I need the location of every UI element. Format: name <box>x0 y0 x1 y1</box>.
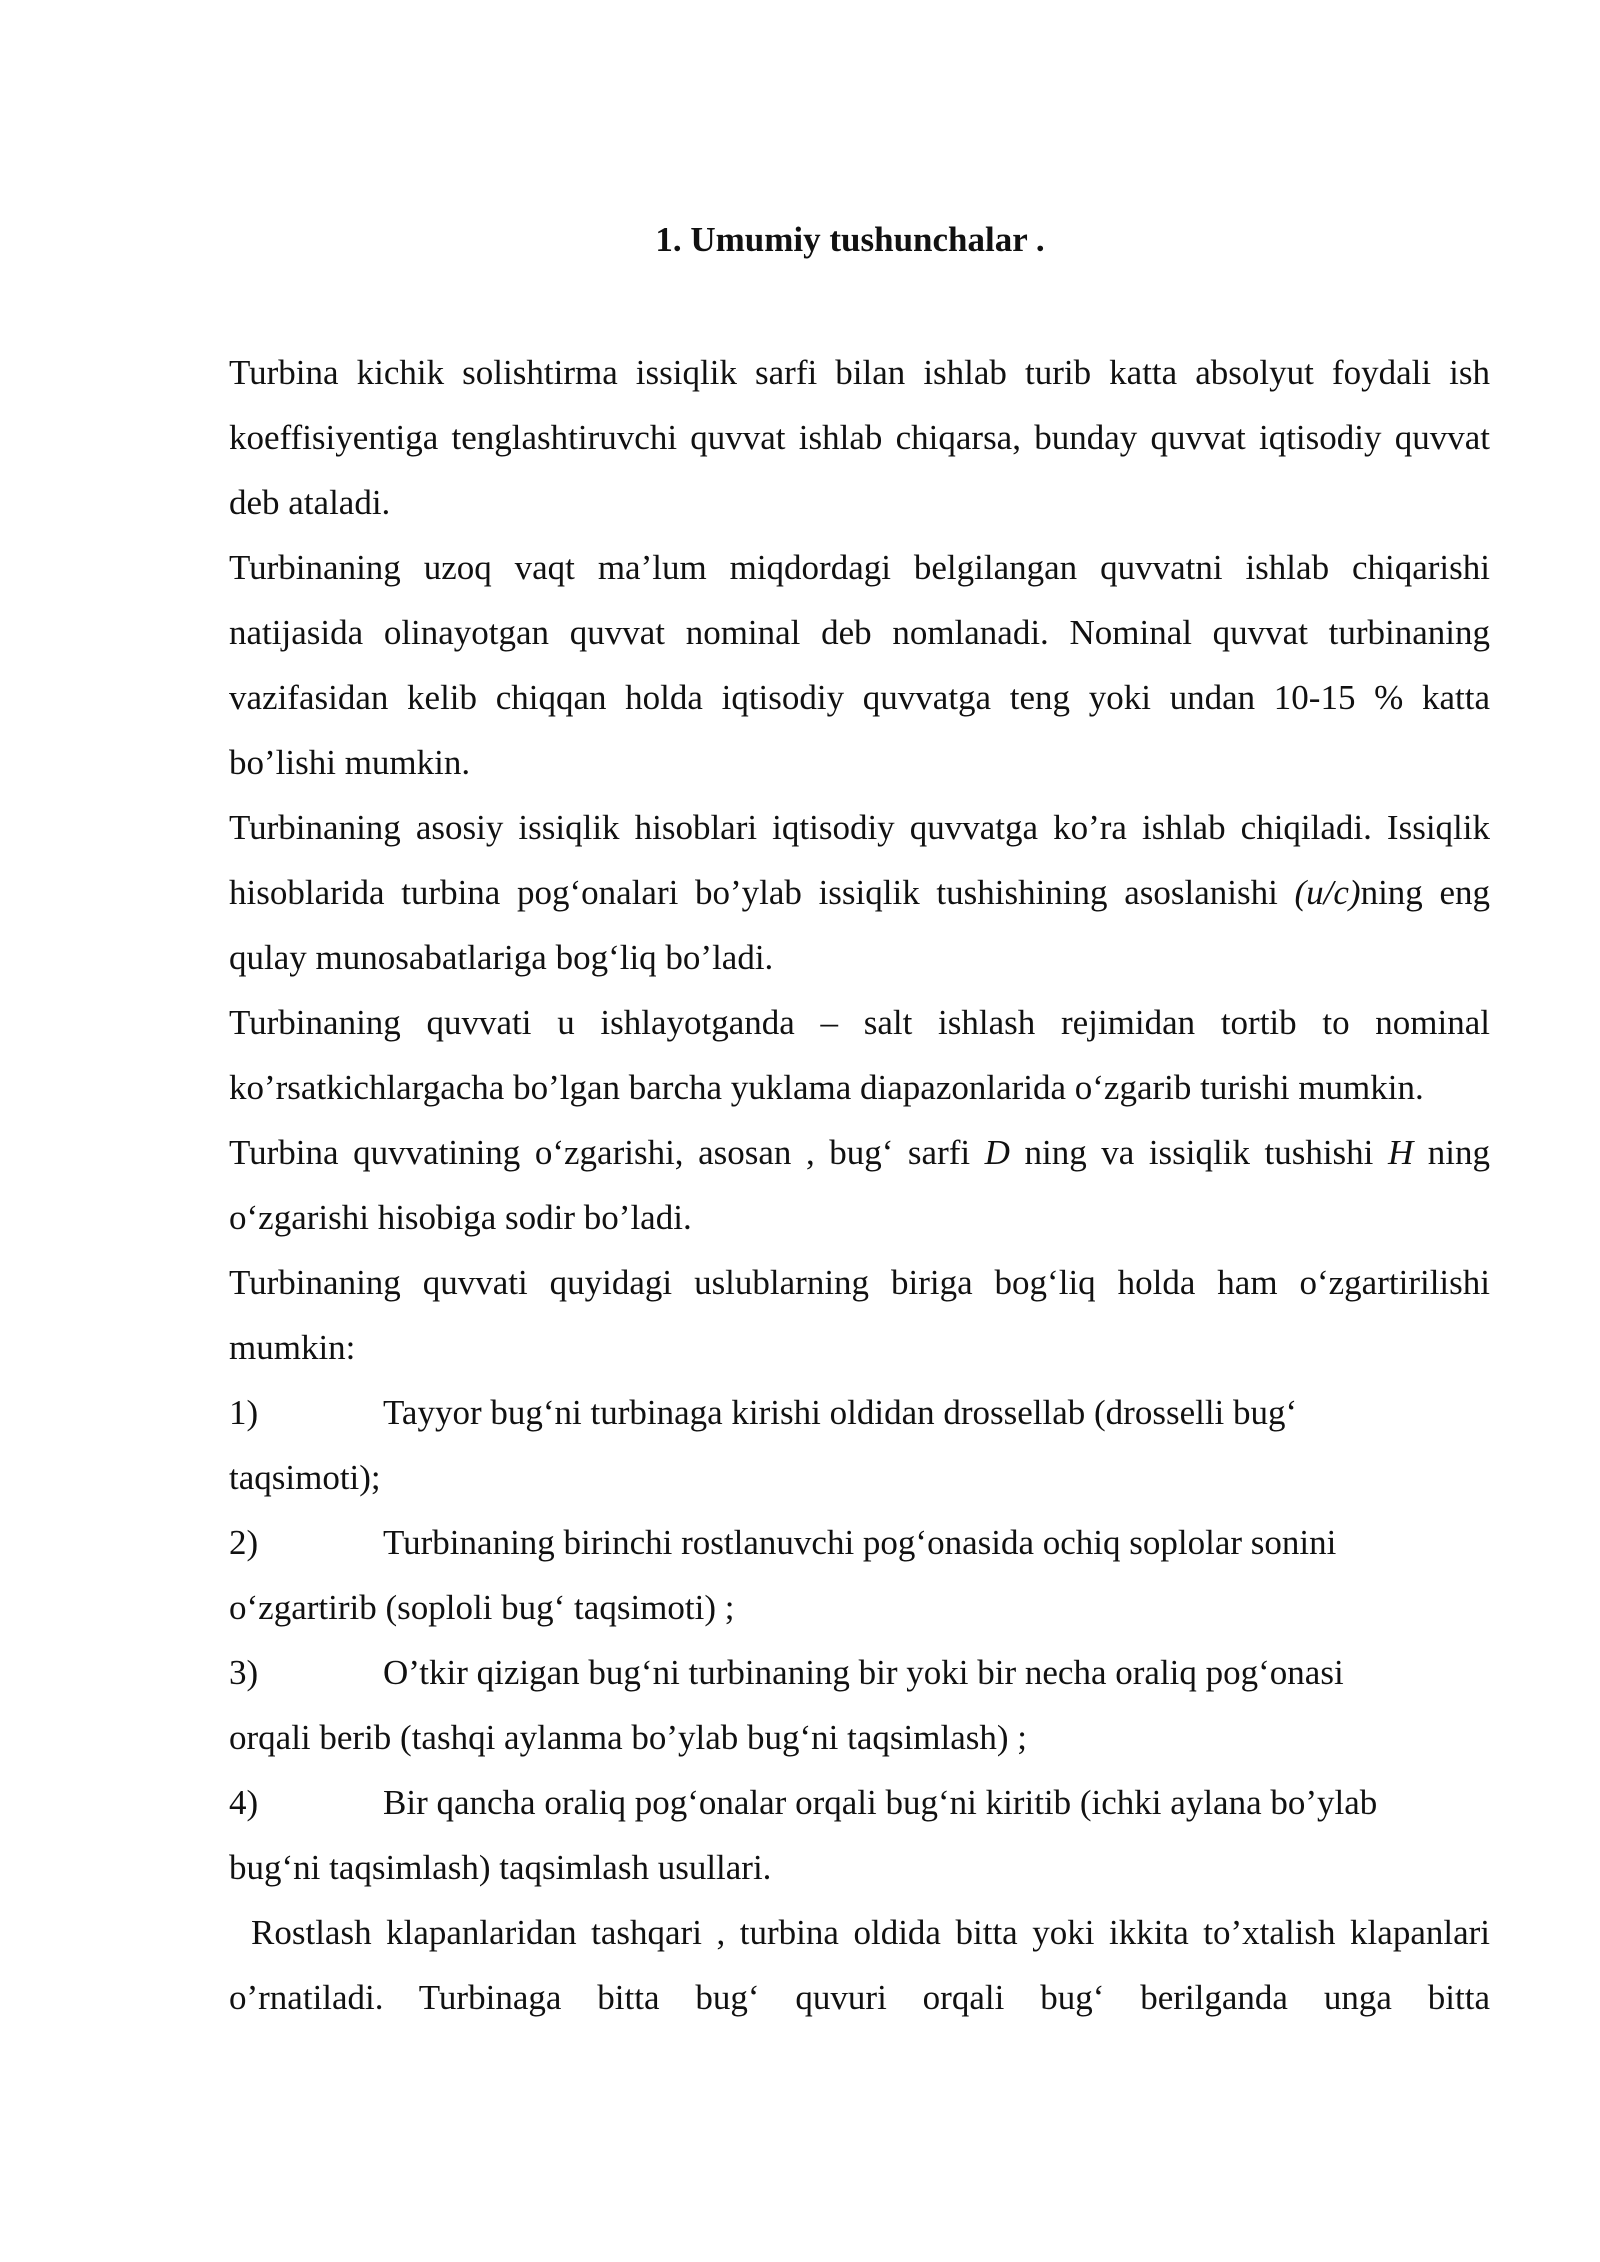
paragraph-methods-intro: Turbinaning quvvati quyidagi uslublarning biriga bog‘liq holda ham o‘zgartirilishi mumkin: <box>229 1263 1490 1367</box>
list-item-line <box>229 1640 1490 1705</box>
paragraph-text: ning eng qulay munosabatlariga bog‘liq bo’ladi. <box>229 873 1490 977</box>
paragraph-text: ning va issiqlik tushishi <box>1009 1133 1388 1172</box>
list-item-number: 4) <box>229 1783 259 1822</box>
paragraph-load-range: Turbinaning quvvati u ishlayotganda – salt ishlash rejimidan tortib to nominal ko’rsatkichlargacha bo’lgan barcha yuklama diapazonlarida o‘zgarib turishi mumkin. <box>229 1003 1490 1107</box>
list-item-continuation: bug‘ni taqsimlash) taqsimlash usullari. <box>229 1848 772 1887</box>
paragraph-text: Turbina quvvatining o‘zgarishi, asosan , bug‘ sarfi <box>229 1133 985 1172</box>
list-item-number: 2) <box>229 1523 259 1562</box>
paragraph-text: Turbinaning asosiy issiqlik hisoblari iqtisodiy quvvatga ko’ra ishlab chiqiladi. Issiqlik hisoblarida turbina pog‘onalari bo’ylab issiqlik tushishining asoslanishi <box>229 808 1490 912</box>
steam-flow-symbol: D <box>984 1133 1010 1172</box>
paragraph-power-change <box>229 1120 1490 1250</box>
section-title: 1. Umumiy tushunchalar . <box>655 220 1045 259</box>
list-item-continuation: taqsimoti); <box>229 1458 381 1497</box>
list-item-line <box>229 1380 1490 1445</box>
paragraph-economic-power: Turbina kichik solishtirma issiqlik sarfi bilan ishlab turib katta absolyut foydali ish koeffisiyentiga tenglashtiruvchi quvvat ishlab chiqarsa, bunday quvvat iqtisodiy quvvat deb ataladi. <box>229 353 1490 522</box>
document-body <box>229 340 1490 2030</box>
list-item-text: Turbinaning birinchi rostlanuvchi pog‘onasida ochiq soplolar sonini <box>383 1523 1337 1562</box>
list-item-continuation: o‘zgartirib (soploli bug‘ taqsimoti) ; <box>229 1588 735 1627</box>
paragraph-text: ning o‘zgarishi hisobiga sodir bo’ladi. <box>229 1133 1490 1237</box>
list-item <box>229 1510 1490 1640</box>
paragraph-nominal-power: Turbinaning uzoq vaqt ma’lum miqdordagi belgilangan quvvatni ishlab chiqarishi natijasida olinayotgan quvvat nominal deb nomlanadi. Nominal quvvat turbinaning vazifasidan kelib chiqqan holda iqtisodiy quvvatga teng yoki undan 10-15 % katta bo’lishi mumkin. <box>229 548 1490 782</box>
list-item-number: 1) <box>229 1393 259 1432</box>
paragraph-heat-calculations <box>229 795 1490 990</box>
list-item-text: O’tkir qizigan bug‘ni turbinaning bir yoki bir necha oraliq pog‘onasi <box>383 1653 1344 1692</box>
paragraph-stop-valves: Rostlash klapanlaridan tashqari , turbina oldida bitta yoki ikkita to’xtalish klapanlari o’rnatiladi. Turbinaga bitta bug‘ quvuri orqali bug‘ berilganda unga bitta <box>229 1913 1490 2017</box>
list-item <box>229 1380 1490 1510</box>
list-item-number: 3) <box>229 1653 259 1692</box>
list-item-continuation: orqali berib (tashqi aylanma bo’ylab bug‘ni taqsimlash) ; <box>229 1718 1027 1757</box>
list-item <box>229 1770 1490 1900</box>
list-item-line <box>229 1510 1490 1575</box>
list-item-line <box>229 1770 1490 1835</box>
heat-drop-symbol: H <box>1387 1133 1414 1172</box>
methods-list <box>229 1380 1490 1900</box>
list-item-text: Bir qancha oraliq pog‘onalar orqali bug‘ni kiritib (ichki aylana bo’ylab <box>383 1783 1378 1822</box>
velocity-ratio-term: (u/c) <box>1294 873 1361 912</box>
list-item <box>229 1640 1490 1770</box>
list-item-text: Tayyor bug‘ni turbinaga kirishi oldidan drossellab (drosselli bug‘ <box>383 1393 1298 1432</box>
